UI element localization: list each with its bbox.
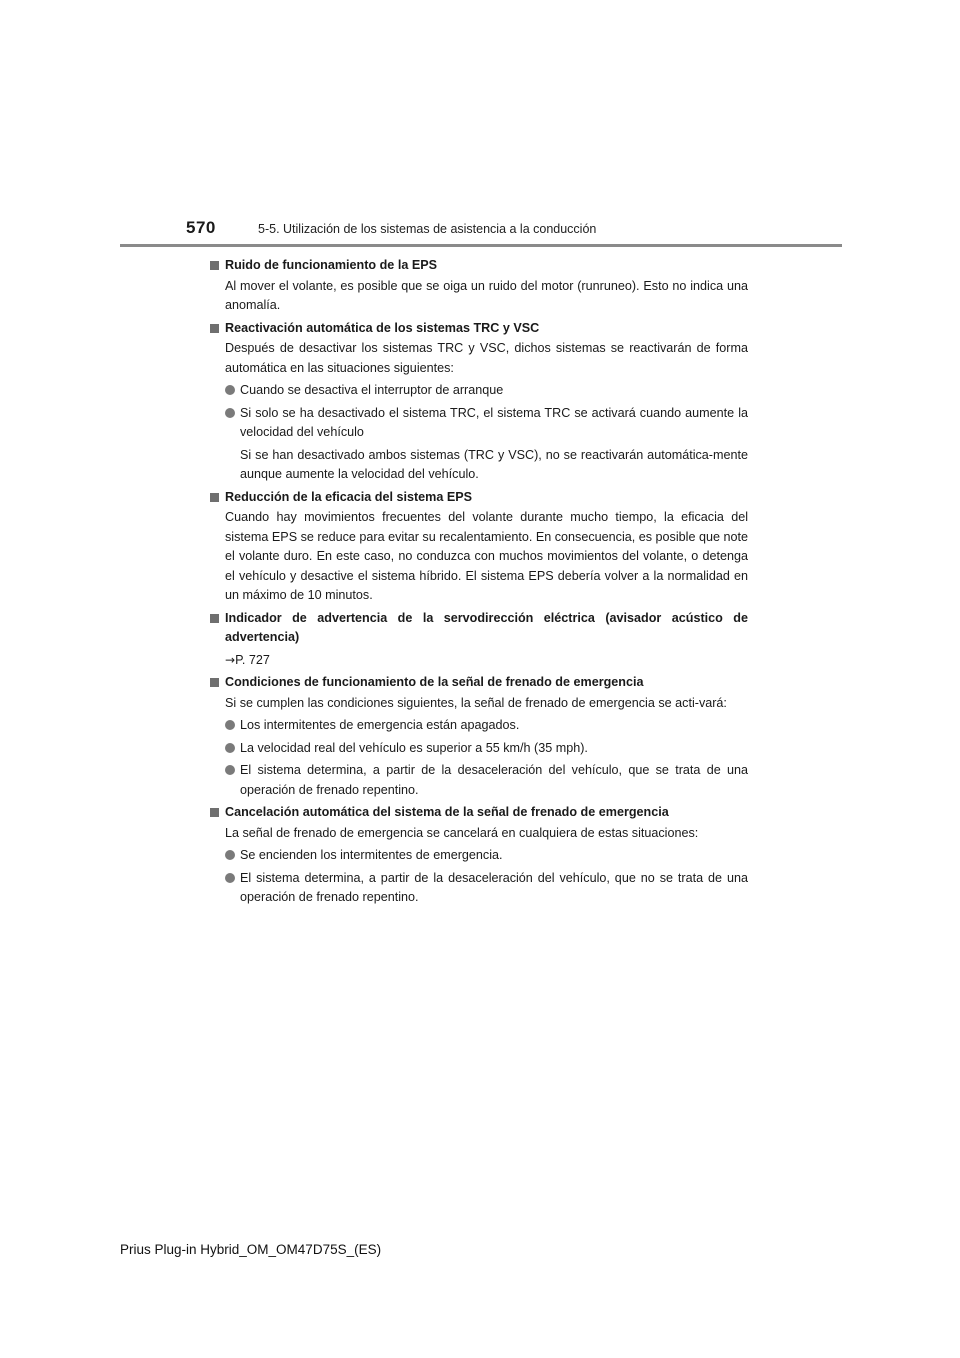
circle-bullet-icon xyxy=(225,385,235,395)
paragraph: Después de desactivar los sistemas TRC y VSC, dichos sistemas se reactivarán de forma automática en las situaciones siguientes: xyxy=(225,341,748,375)
list-item xyxy=(225,381,748,401)
list-item xyxy=(225,739,748,759)
circle-bullet-icon xyxy=(225,743,235,753)
sub-paragraph: Si se han desactivado ambos sistemas (TRC y VSC), no se reactivarán automática-mente aunque aumente la velocidad del vehículo. xyxy=(240,447,748,481)
circle-bullet-icon xyxy=(225,408,235,418)
list-item xyxy=(225,404,748,443)
square-bullet-icon xyxy=(210,614,219,623)
list-item-text: Se encienden los intermitentes de emergencia. xyxy=(240,848,503,862)
heading-text: Indicador de advertencia de la servodirección eléctrica (avisador acústico de advertencia) xyxy=(225,610,748,644)
circle-bullet-icon xyxy=(225,765,235,775)
paragraph: Si se cumplen las condiciones siguientes, la señal de frenado de emergencia se acti-vará: xyxy=(225,695,727,710)
list-item-text: El sistema determina, a partir de la desaceleración del vehículo, que se trata de una operación de frenado repentino. xyxy=(240,763,748,797)
heading-text: Condiciones de funcionamiento de la señal de frenado de emergencia xyxy=(225,675,644,689)
section-trc-vsc-reactivation xyxy=(208,319,748,485)
heading-text: Ruido de funcionamiento de la EPS xyxy=(225,258,438,272)
section-heading xyxy=(208,803,748,823)
heading-text: Cancelación automática del sistema de la señal de frenado de emergencia xyxy=(225,805,669,819)
square-bullet-icon xyxy=(210,261,219,270)
square-bullet-icon xyxy=(210,493,219,502)
section-heading xyxy=(208,609,748,648)
paragraph: Cuando hay movimientos frecuentes del volante durante mucho tiempo, la eficacia del sistema EPS se reduce para evitar su recalentamiento. En consecuencia, es posible que note el volante duro. En este caso, no conduzca con muchos movimientos del volante, o detenga el vehículo y desactive el sistema híbrido. El sistema EPS debería volver a la normalidad en un máximo de 10 minutos. xyxy=(225,510,748,602)
list-item xyxy=(225,869,748,908)
circle-bullet-icon xyxy=(225,850,235,860)
section-heading xyxy=(208,673,748,693)
circle-bullet-icon xyxy=(225,720,235,730)
footer-doc-id: Prius Plug-in Hybrid_OM_OM47D75S_(ES) xyxy=(120,1242,382,1257)
heading-text: Reducción de la eficacia del sistema EPS xyxy=(225,489,473,504)
list-item-text: El sistema determina, a partir de la desaceleración del vehículo, que no se trata de una operación de frenado repentino. xyxy=(240,870,748,904)
list-item-text: Los intermitentes de emergencia están apagados. xyxy=(240,718,520,732)
page-reference-text[interactable]: P. 727 xyxy=(235,652,270,667)
list-item xyxy=(225,846,748,866)
section-emergency-brake-cancel xyxy=(208,803,748,908)
paragraph: Al mover el volante, es posible que se oiga un ruido del motor (runruneo). Esto no indica una anomalía. xyxy=(225,278,748,312)
list-item xyxy=(225,761,748,800)
arrow-right-icon: → xyxy=(225,652,236,667)
list-item-text: Si solo se ha desactivado el sistema TRC, el sistema TRC se activará cuando aumente la velocidad del vehículo xyxy=(240,405,748,439)
section-heading xyxy=(208,256,748,276)
header-divider xyxy=(120,244,842,247)
square-bullet-icon xyxy=(210,324,219,333)
list-item xyxy=(225,716,748,736)
section-heading xyxy=(208,488,748,508)
list-item-text: Cuando se desactiva el interruptor de arranque xyxy=(240,383,504,397)
section-emergency-brake-signal xyxy=(208,673,748,800)
square-bullet-icon xyxy=(210,678,219,687)
page-number: 570 xyxy=(186,218,216,237)
heading-text: Reactivación automática de los sistemas TRC y VSC xyxy=(225,320,540,335)
section-eps-noise xyxy=(208,256,748,316)
list-item-text: La velocidad real del vehículo es superior a 55 km/h (35 mph). xyxy=(240,740,588,755)
section-eps-warning xyxy=(208,609,748,671)
page-header xyxy=(120,0,842,247)
square-bullet-icon xyxy=(210,808,219,817)
paragraph: La señal de frenado de emergencia se cancelará en cualquiera de estas situaciones: xyxy=(225,825,699,840)
page-reference[interactable] xyxy=(225,651,748,671)
circle-bullet-icon xyxy=(225,873,235,883)
section-title: 5-5. Utilización de los sistemas de asistencia a la conducción xyxy=(258,222,597,236)
section-heading xyxy=(208,319,748,339)
section-eps-efficiency xyxy=(208,488,748,606)
page-content xyxy=(208,256,748,911)
